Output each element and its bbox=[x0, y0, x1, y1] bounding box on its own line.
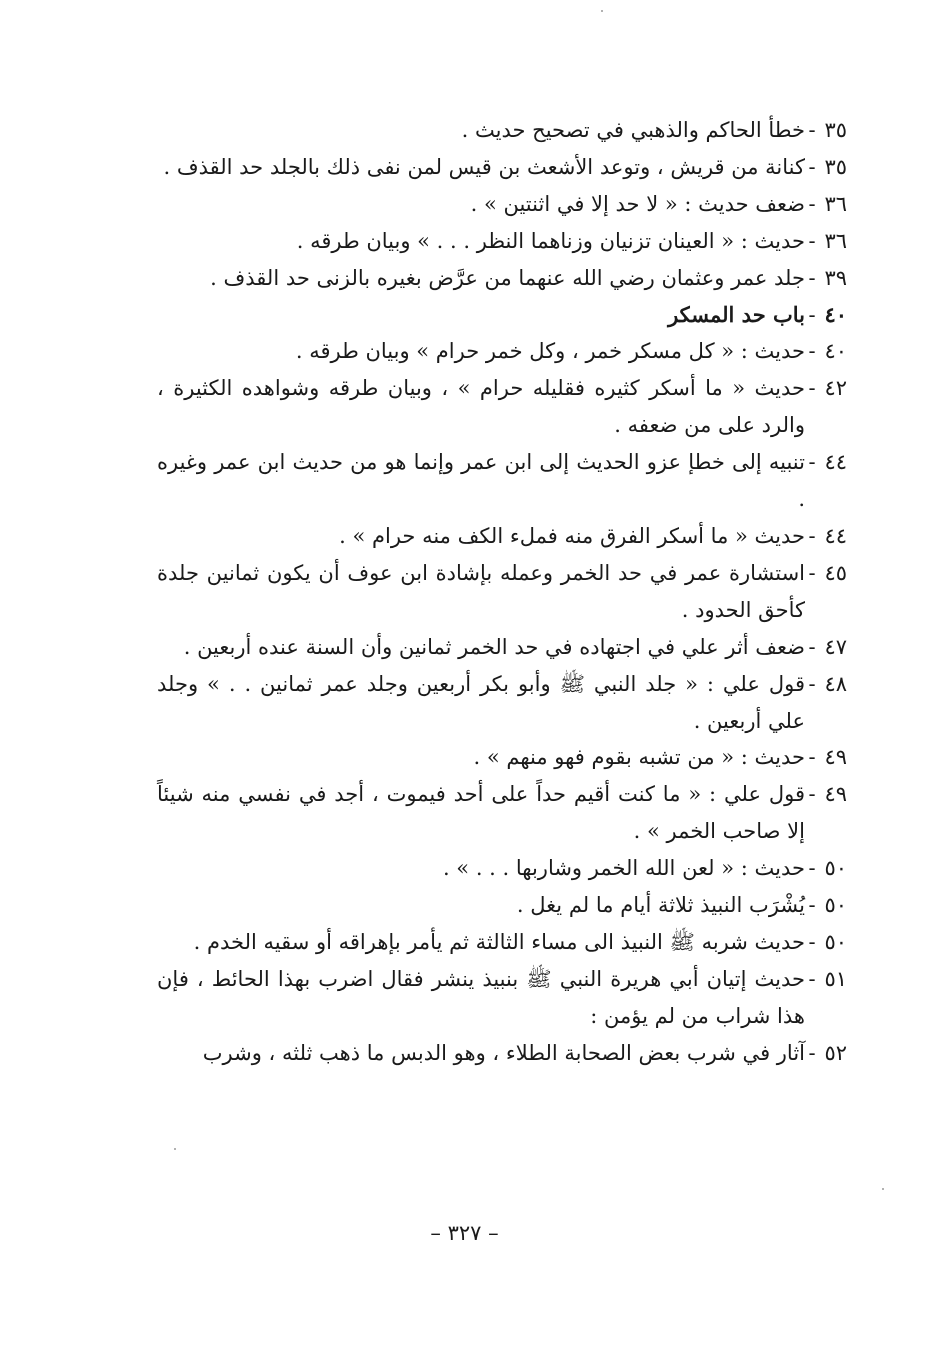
entry-text: حديث إتيان أبي هريرة النبي ﷺ بنبيذ ينشر فقال اضرب بهذا الحائط ، فإن هذا شراب من لم يؤمن : bbox=[157, 966, 805, 1028]
index-entries-list bbox=[157, 112, 847, 1072]
entry-separator: - bbox=[808, 523, 816, 548]
index-entry bbox=[157, 850, 847, 887]
entry-separator: - bbox=[808, 745, 816, 770]
entry-separator: - bbox=[808, 893, 816, 918]
index-entry bbox=[157, 961, 847, 1035]
entry-text: باب حد المسكر bbox=[668, 301, 805, 327]
entry-separator: - bbox=[808, 671, 816, 696]
entry-separator: - bbox=[808, 228, 816, 253]
entry-separator: - bbox=[808, 966, 816, 991]
index-entry bbox=[157, 186, 847, 223]
entry-page-number: ٣٦ bbox=[824, 191, 847, 216]
entry-text: استشارة عمر في حد الخمر وعمله بإشادة ابن عوف أن يكون ثمانين جلدة كأحق الحدود . bbox=[157, 560, 805, 622]
index-entry bbox=[157, 333, 847, 370]
index-entry bbox=[157, 555, 847, 629]
entry-separator: - bbox=[808, 191, 816, 216]
entry-text: كنانة من قريش ، وتوعد الأشعث بن قيس لمن نفى ذلك بالجلد حد القذف . bbox=[163, 154, 805, 179]
entry-separator: - bbox=[808, 560, 816, 585]
entry-text: حديث « ما أسكر كثيره فقليله حرام » ، وبيان طرقه وشواهده الكثيرة ، والرد على من ضعفه . bbox=[157, 376, 805, 438]
entry-page-number: ٥٠ bbox=[824, 893, 847, 918]
entry-page-number: ٤٠ bbox=[824, 301, 847, 327]
entry-page-number: ٣٩ bbox=[824, 265, 847, 290]
entry-text: حديث « ما أسكر الفرق منه فملء الكف منه حرام » . bbox=[339, 523, 805, 548]
scan-speck bbox=[882, 1188, 884, 1190]
section-heading-entry bbox=[157, 297, 847, 334]
scan-speck bbox=[174, 1148, 176, 1150]
entry-text: قول علي : « جلد النبي ﷺ وأبو بكر أربعين وجلد عمر ثمانين . . » وجلد علي أربعين . bbox=[157, 671, 805, 733]
entry-page-number: ٥١ bbox=[824, 966, 847, 991]
index-entry bbox=[157, 149, 847, 186]
entry-text: حديث شربه ﷺ النبيذ الى مساء الثالثة ثم يأمر بإهراقه أو سقيه الخدم . bbox=[193, 929, 805, 954]
entry-separator: - bbox=[808, 1040, 816, 1065]
entry-page-number: ٥٠ bbox=[824, 929, 847, 954]
index-entry bbox=[157, 739, 847, 776]
index-entry bbox=[157, 223, 847, 260]
index-entry bbox=[157, 776, 847, 850]
index-entry bbox=[157, 666, 847, 740]
entry-text: خطأ الحاكم والذهبي في تصحيح حديث . bbox=[461, 118, 805, 142]
index-entry bbox=[157, 629, 847, 666]
entry-separator: - bbox=[808, 339, 816, 364]
index-entry bbox=[157, 370, 847, 444]
entry-text: آثار في شرب بعض الصحابة الطلاء ، وهو الدبس ما ذهب ثلثه ، وشرب bbox=[202, 1040, 805, 1065]
entry-page-number: ٤٧ bbox=[824, 634, 847, 659]
index-entry bbox=[157, 260, 847, 297]
entry-page-number: ٣٥ bbox=[824, 118, 847, 142]
entry-separator: - bbox=[808, 929, 816, 954]
entry-page-number: ٤٤ bbox=[824, 523, 847, 548]
page-number: – ٣٢٧ – bbox=[430, 1221, 499, 1245]
entry-text: حديث : « كل مسكر خمر ، وكل خمر حرام » وبيان طرقه . bbox=[295, 339, 805, 364]
entry-page-number: ٤٩ bbox=[824, 745, 847, 770]
index-entry bbox=[157, 518, 847, 555]
entry-text: حديث : « لعن الله الخمر وشاربها . . . » . bbox=[442, 856, 805, 881]
entry-page-number: ٥٢ bbox=[824, 1040, 847, 1065]
entry-separator: - bbox=[808, 782, 816, 807]
entry-text: قول علي : « ما كنت أقيم حداً على أحد فيموت ، أجد في نفسي منه شيئاً إلا صاحب الخمر » . bbox=[157, 782, 805, 844]
entry-separator: - bbox=[808, 634, 816, 659]
entry-separator: - bbox=[808, 450, 816, 475]
entry-text: حديث : « العينان تزنيان وزناهما النظر . . . » وبيان طرقه . bbox=[296, 228, 805, 253]
entry-page-number: ٣٦ bbox=[824, 228, 847, 253]
entry-separator: - bbox=[808, 154, 816, 179]
scan-speck bbox=[601, 10, 603, 12]
entry-text: ضعف حديث : « لا حد إلا في اثنتين » . bbox=[470, 191, 805, 216]
entry-page-number: ٣٥ bbox=[824, 154, 847, 179]
entry-page-number: ٤٨ bbox=[824, 671, 847, 696]
entry-separator: - bbox=[808, 265, 816, 290]
entry-page-number: ٤٤ bbox=[824, 450, 847, 475]
entry-text: تنبيه إلى خطإ عزو الحديث إلى ابن عمر وإنما هو من حديث ابن عمر وغيره . bbox=[157, 450, 805, 512]
entry-page-number: ٥٠ bbox=[824, 856, 847, 881]
entry-page-number: ٤٠ bbox=[824, 339, 847, 364]
entry-text: ضعف أثر علي في اجتهاده في حد الخمر ثمانين وأن السنة عنده أربعين . bbox=[183, 634, 805, 659]
entry-separator: - bbox=[808, 118, 816, 142]
entry-separator: - bbox=[808, 856, 816, 881]
entry-text: يُشْرَب النبيذ ثلاثة أيام ما لم يغل . bbox=[516, 893, 805, 918]
index-entry bbox=[157, 1035, 847, 1072]
entry-text: جلد عمر وعثمان رضي الله عنهما من عرَّض بغيره بالزنى حد القذف . bbox=[210, 265, 805, 290]
entry-separator: - bbox=[808, 302, 816, 327]
index-entry bbox=[157, 924, 847, 961]
index-entry bbox=[157, 887, 847, 924]
entry-page-number: ٤٢ bbox=[824, 376, 847, 401]
index-entry bbox=[157, 444, 847, 518]
entry-page-number: ٤٩ bbox=[824, 782, 847, 807]
entry-separator: - bbox=[808, 376, 816, 401]
index-entry bbox=[157, 112, 847, 149]
entry-page-number: ٤٥ bbox=[824, 560, 847, 585]
entry-text: حديث : « من تشبه بقوم فهو منهم » . bbox=[473, 745, 805, 770]
